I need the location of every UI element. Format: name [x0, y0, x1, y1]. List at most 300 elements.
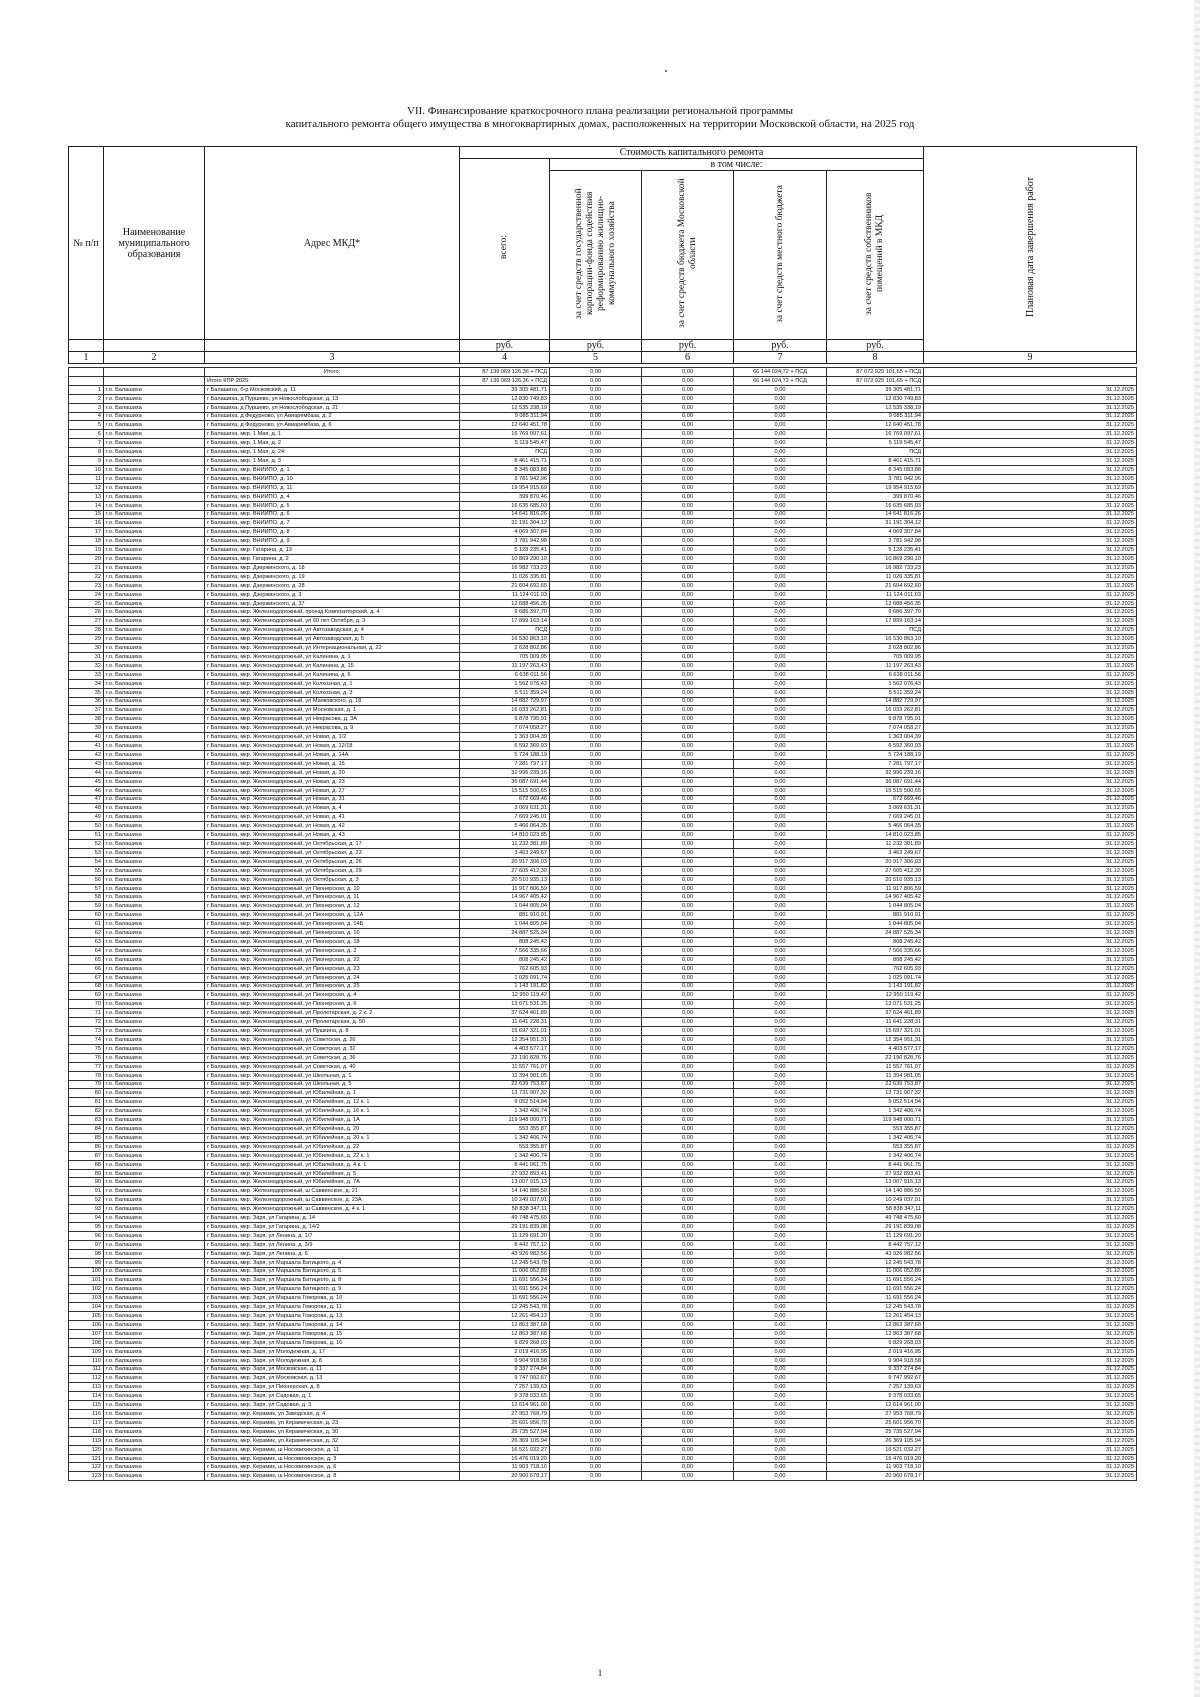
- table-row: [69, 1436, 1137, 1445]
- row-total: 14 140 886,50: [460, 1187, 550, 1196]
- row-region: 0,00: [642, 1463, 734, 1472]
- row-address: г Балашиха, мкр. Заря, ул Московская, д. 11: [205, 1365, 460, 1374]
- row-region: 0,00: [642, 430, 734, 439]
- row-total: 39 305 481,71: [460, 385, 550, 394]
- table-row: [69, 644, 1137, 653]
- row-total: 20 960 678,17: [460, 1472, 550, 1481]
- row-total: 27 953 768,79: [460, 1410, 550, 1419]
- row-address: г Балашиха, мкр. Железнодорожный, ул Юбилейная, д. 5: [205, 1169, 460, 1178]
- row-region: 0,00: [642, 1401, 734, 1410]
- row-municipality: г.о. Балашиха: [104, 394, 205, 403]
- row-owners: 1 025 091,74: [827, 973, 924, 982]
- row-total: 31 191 304,12: [460, 519, 550, 528]
- row-fund: 0,00: [550, 1178, 642, 1187]
- row-municipality: г.о. Балашиха: [104, 608, 205, 617]
- row-address: г Балашиха, мкр. ВНИИПО, д. 9: [205, 537, 460, 546]
- row-fund: 0,00: [550, 750, 642, 759]
- row-region: 0,00: [642, 1133, 734, 1142]
- row-fund: 0,00: [550, 777, 642, 786]
- row-address: г Балашиха, мкр. Железнодорожный, ул Юбилейная, д. 20: [205, 1125, 460, 1134]
- row-date: 31.12.2025: [924, 742, 1137, 751]
- row-number: 62: [69, 929, 104, 938]
- row-date: 31.12.2025: [924, 768, 1137, 777]
- row-municipality: г.о. Балашиха: [104, 474, 205, 483]
- row-fund: 0,00: [550, 1267, 642, 1276]
- row-date: 31.12.2025: [924, 1107, 1137, 1116]
- table-row: [69, 1053, 1137, 1062]
- row-fund: 0,00: [550, 1338, 642, 1347]
- row-local: 0,00: [734, 955, 827, 964]
- row-date: 31.12.2025: [924, 777, 1137, 786]
- row-municipality: г.о. Балашиха: [104, 1454, 205, 1463]
- row-date: 31.12.2025: [924, 955, 1137, 964]
- row-number: 47: [69, 795, 104, 804]
- row-owners: 5 466 064,35: [827, 822, 924, 831]
- row-total: 762 605,93: [460, 964, 550, 973]
- row-owners: 1 342 406,74: [827, 1133, 924, 1142]
- row-fund: 0,00: [550, 822, 642, 831]
- row-number: 123: [69, 1472, 104, 1481]
- table-row: [69, 1463, 1137, 1472]
- row-municipality: г.о. Балашиха: [104, 706, 205, 715]
- row-date: 31.12.2025: [924, 1338, 1137, 1347]
- row-number: 102: [69, 1285, 104, 1294]
- row-region: 0,00: [642, 1329, 734, 1338]
- row-owners: 5 724 188,19: [827, 750, 924, 759]
- row-total: 2 628 802,86: [460, 644, 550, 653]
- row-date: 31.12.2025: [924, 501, 1137, 510]
- row-total: 14 967 405,42: [460, 893, 550, 902]
- row-date: 31.12.2025: [924, 938, 1137, 947]
- row-date: 31.12.2025: [924, 1436, 1137, 1445]
- row-date: 31.12.2025: [924, 555, 1137, 564]
- row-total: 11 917 806,59: [460, 884, 550, 893]
- row-total: 10 869 290,10: [460, 555, 550, 564]
- row-municipality: г.о. Балашиха: [104, 822, 205, 831]
- table-row: [69, 1062, 1137, 1071]
- row-number: 92: [69, 1196, 104, 1205]
- row-fund: 0,00: [550, 501, 642, 510]
- row-municipality: г.о. Балашиха: [104, 1418, 205, 1427]
- row-municipality: г.о. Балашиха: [104, 626, 205, 635]
- row-owners: 11 691 556,24: [827, 1285, 924, 1294]
- row-local: 0,00: [734, 457, 827, 466]
- row-date: 31.12.2025: [924, 439, 1137, 448]
- row-total: 705 009,95: [460, 653, 550, 662]
- row-local: 0,00: [734, 929, 827, 938]
- row-total: 24 887 525,34: [460, 929, 550, 938]
- row-total: 1 342 406,74: [460, 1133, 550, 1142]
- row-local: 0,00: [734, 688, 827, 697]
- row-fund: 0,00: [550, 1383, 642, 1392]
- page-number: 1: [597, 1668, 603, 1678]
- row-address: г Балашиха, мкр. Железнодорожный, ул Пионерская, д. 6: [205, 1000, 460, 1009]
- row-total: 12 950 119,42: [460, 991, 550, 1000]
- row-address: г Балашиха, мкр. ВНИИПО, д. 6: [205, 510, 460, 519]
- row-address: г Балашиха, мкр. Железнодорожный, ул Школьная, д. 5: [205, 1080, 460, 1089]
- row-owners: 12 245 543,78: [827, 1258, 924, 1267]
- row-owners: 39 305 481,71: [827, 385, 924, 394]
- row-municipality: г.о. Балашиха: [104, 946, 205, 955]
- row-address: г Балашиха, мкр. Заря, ул Садовая, д. 1: [205, 1392, 460, 1401]
- row-owners: 7 669 245,01: [827, 813, 924, 822]
- row-local: 0,00: [734, 572, 827, 581]
- row-total: 12 245 543,78: [460, 1303, 550, 1312]
- row-date: 31.12.2025: [924, 1267, 1137, 1276]
- table-row: [69, 911, 1137, 920]
- table-row: [69, 1338, 1137, 1347]
- row-owners: 2 628 802,86: [827, 644, 924, 653]
- row-region: 0,00: [642, 875, 734, 884]
- row-region: 0,00: [642, 590, 734, 599]
- row-total: 9 829 268,03: [460, 1338, 550, 1347]
- table-row: [69, 421, 1137, 430]
- row-fund: 0,00: [550, 1276, 642, 1285]
- row-owners: 17 899 163,14: [827, 617, 924, 626]
- row-municipality: г.о. Балашиха: [104, 938, 205, 947]
- table-row: [69, 964, 1137, 973]
- table-row: [69, 795, 1137, 804]
- row-date: 31.12.2025: [924, 1410, 1137, 1419]
- row-local: 0,00: [734, 715, 827, 724]
- row-date: 31.12.2025: [924, 715, 1137, 724]
- row-date: 31.12.2025: [924, 857, 1137, 866]
- row-address: г Балашиха, мкр. 1 Мая, д. 24: [205, 448, 460, 457]
- row-date: 31.12.2025: [924, 421, 1137, 430]
- table-row: [69, 866, 1137, 875]
- row-local: 0,00: [734, 492, 827, 501]
- row-number: 38: [69, 715, 104, 724]
- row-date: 31.12.2025: [924, 733, 1137, 742]
- row-number: 80: [69, 1089, 104, 1098]
- row-total: 119 948 000,71: [460, 1116, 550, 1125]
- row-region: 0,00: [642, 1338, 734, 1347]
- row-owners: 3 781 942,96: [827, 474, 924, 483]
- row-number: 76: [69, 1053, 104, 1062]
- row-fund: 0,00: [550, 795, 642, 804]
- row-fund: 0,00: [550, 1312, 642, 1321]
- summary-owners: 87 072 925 101,65 + ПСД: [827, 368, 924, 377]
- row-local: 0,00: [734, 1374, 827, 1383]
- summary-row: [69, 376, 1137, 385]
- row-fund: 0,00: [550, 1392, 642, 1401]
- row-date: 31.12.2025: [924, 1276, 1137, 1285]
- table-row: [69, 590, 1137, 599]
- row-fund: 0,00: [550, 786, 642, 795]
- row-municipality: г.о. Балашиха: [104, 884, 205, 893]
- row-local: 0,00: [734, 1116, 827, 1125]
- table-row: [69, 759, 1137, 768]
- row-municipality: г.о. Балашиха: [104, 644, 205, 653]
- row-region: 0,00: [642, 644, 734, 653]
- row-local: 0,00: [734, 1214, 827, 1223]
- row-owners: 43 926 982,56: [827, 1249, 924, 1258]
- row-local: 0,00: [734, 991, 827, 1000]
- row-owners: 11 903 718,10: [827, 1463, 924, 1472]
- row-number: 74: [69, 1035, 104, 1044]
- row-fund: 0,00: [550, 1285, 642, 1294]
- row-region: 0,00: [642, 1035, 734, 1044]
- row-fund: 0,00: [550, 1000, 642, 1009]
- row-date: 31.12.2025: [924, 465, 1137, 474]
- row-local: 0,00: [734, 1276, 827, 1285]
- row-number: 81: [69, 1098, 104, 1107]
- row-total: 11 691 556,24: [460, 1285, 550, 1294]
- row-fund: 0,00: [550, 902, 642, 911]
- header-cost-group: Стоимость капитального ремонта: [460, 147, 924, 159]
- row-region: 0,00: [642, 403, 734, 412]
- summary-fund: 0,00: [550, 368, 642, 377]
- row-date: 31.12.2025: [924, 1427, 1137, 1436]
- row-region: 0,00: [642, 1427, 734, 1436]
- row-fund: 0,00: [550, 875, 642, 884]
- row-local: 0,00: [734, 1098, 827, 1107]
- row-total: 4 069 307,84: [460, 528, 550, 537]
- table-row: [69, 1000, 1137, 1009]
- table-row: [69, 1018, 1137, 1027]
- row-fund: 0,00: [550, 688, 642, 697]
- row-address: г Балашиха, мкр. Заря, ул Маршала Батицкого, д. 8: [205, 1276, 460, 1285]
- row-number: 28: [69, 626, 104, 635]
- row-municipality: г.о. Балашиха: [104, 635, 205, 644]
- table-row: [69, 1285, 1137, 1294]
- row-owners: 11 394 981,05: [827, 1071, 924, 1080]
- row-address: г Балашиха, мкр. Железнодорожный, ул Колхозная, д. 1: [205, 679, 460, 688]
- row-date: 31.12.2025: [924, 1249, 1137, 1258]
- row-number: 46: [69, 786, 104, 795]
- row-total: 8 345 083,88: [460, 465, 550, 474]
- row-number: 32: [69, 661, 104, 670]
- row-owners: 1 562 076,43: [827, 679, 924, 688]
- row-local: 0,00: [734, 465, 827, 474]
- row-address: г Балашиха, мкр. Железнодорожный, ул Пролетарская, д. 50: [205, 1018, 460, 1027]
- row-address: г Балашиха, мкр. ВНИИПО, д. 4: [205, 492, 460, 501]
- table-row: [69, 982, 1137, 991]
- row-address: г Балашиха, мкр. Железнодорожный, ул Юбилейная, д. 22: [205, 1142, 460, 1151]
- row-municipality: г.о. Балашиха: [104, 1401, 205, 1410]
- row-address: г Балашиха, мкр. Железнодорожный, ул Юбилейная, д. 16 к. 1: [205, 1107, 460, 1116]
- row-owners: 11 641 228,31: [827, 1018, 924, 1027]
- row-local: 0,00: [734, 653, 827, 662]
- col-number-2: 2: [104, 352, 205, 364]
- row-date: 31.12.2025: [924, 653, 1137, 662]
- row-fund: 0,00: [550, 866, 642, 875]
- row-fund: 0,00: [550, 465, 642, 474]
- table-row: [69, 875, 1137, 884]
- row-region: 0,00: [642, 1231, 734, 1240]
- row-region: 0,00: [642, 750, 734, 759]
- row-region: 0,00: [642, 519, 734, 528]
- row-total: 17 899 163,14: [460, 617, 550, 626]
- row-date: 31.12.2025: [924, 1418, 1137, 1427]
- row-region: 0,00: [642, 653, 734, 662]
- table-row: [69, 661, 1137, 670]
- row-address: г Балашиха, мкр. Железнодорожный, ул Советская, д. 40: [205, 1062, 460, 1071]
- row-region: 0,00: [642, 911, 734, 920]
- row-region: 0,00: [642, 1320, 734, 1329]
- table-row: [69, 1320, 1137, 1329]
- row-local: 0,00: [734, 1240, 827, 1249]
- row-number: 52: [69, 840, 104, 849]
- row-owners: 3 781 942,98: [827, 537, 924, 546]
- row-owners: 12 261 454,13: [827, 1312, 924, 1321]
- row-total: 2 019 416,95: [460, 1347, 550, 1356]
- row-owners: 808 245,42: [827, 955, 924, 964]
- row-local: 0,00: [734, 813, 827, 822]
- row-local: 0,00: [734, 1267, 827, 1276]
- row-local: 0,00: [734, 1285, 827, 1294]
- row-date: 31.12.2025: [924, 1133, 1137, 1142]
- row-local: 0,00: [734, 563, 827, 572]
- row-number: 36: [69, 697, 104, 706]
- table-row: [69, 1249, 1137, 1258]
- col-number-1: 1: [69, 352, 104, 364]
- row-number: 93: [69, 1205, 104, 1214]
- row-total: 553 355,87: [460, 1125, 550, 1134]
- row-region: 0,00: [642, 563, 734, 572]
- row-municipality: г.о. Балашиха: [104, 1276, 205, 1285]
- row-total: 12 614 961,00: [460, 1401, 550, 1410]
- row-region: 0,00: [642, 465, 734, 474]
- row-owners: 19 954 915,69: [827, 483, 924, 492]
- row-local: 0,00: [734, 1196, 827, 1205]
- row-fund: 0,00: [550, 1107, 642, 1116]
- row-address: г Балашиха, мкр. ВНИИПО, д. 7: [205, 519, 460, 528]
- table-row: [69, 786, 1137, 795]
- row-address: г Балашиха, мкр. Гагарина, д. 13: [205, 546, 460, 555]
- row-fund: 0,00: [550, 439, 642, 448]
- row-owners: 7 281 797,17: [827, 759, 924, 768]
- row-local: 0,00: [734, 911, 827, 920]
- row-owners: 762 605,93: [827, 964, 924, 973]
- row-address: г Балашиха, мкр. Железнодорожный, ул Советская, д. 26: [205, 1035, 460, 1044]
- row-date: 31.12.2025: [924, 750, 1137, 759]
- row-municipality: г.о. Балашиха: [104, 653, 205, 662]
- row-owners: 1 143 191,82: [827, 982, 924, 991]
- row-region: 0,00: [642, 501, 734, 510]
- row-address: г Балашиха, мкр. Заря, ул Маршала Батицкого, д. 4: [205, 1258, 460, 1267]
- row-number: 19: [69, 546, 104, 555]
- row-region: 0,00: [642, 510, 734, 519]
- row-municipality: г.о. Балашиха: [104, 1320, 205, 1329]
- row-total: 9 904 918,58: [460, 1356, 550, 1365]
- row-address: г Балашиха, мкр. Железнодорожный, ул Юбилейная, д. 1: [205, 1089, 460, 1098]
- row-region: 0,00: [642, 866, 734, 875]
- row-owners: 49 748 475,60: [827, 1214, 924, 1223]
- row-date: 31.12.2025: [924, 706, 1137, 715]
- row-number: 60: [69, 911, 104, 920]
- row-address: г Балашиха, мкр. Заря, ул Маршала Говорова, д. 14: [205, 1320, 460, 1329]
- row-municipality: г.о. Балашиха: [104, 902, 205, 911]
- row-owners: 11 691 556,24: [827, 1276, 924, 1285]
- row-owners: 58 838 347,11: [827, 1205, 924, 1214]
- table-row: [69, 1356, 1137, 1365]
- row-fund: 0,00: [550, 715, 642, 724]
- row-number: 79: [69, 1080, 104, 1089]
- row-fund: 0,00: [550, 1035, 642, 1044]
- row-region: 0,00: [642, 492, 734, 501]
- row-date: 31.12.2025: [924, 1285, 1137, 1294]
- row-owners: 29 191 839,08: [827, 1223, 924, 1232]
- summary-label: Итого:: [205, 368, 460, 377]
- row-date: 31.12.2025: [924, 385, 1137, 394]
- row-date: 31.12.2025: [924, 1196, 1137, 1205]
- row-address: г Балашиха, мкр. Заря, ул Маршала Говорова, д. 11: [205, 1303, 460, 1312]
- row-address: г Балашиха, мкр. Керамик, ш Носовихинское, д. 8: [205, 1472, 460, 1481]
- row-total: 881 910,91: [460, 911, 550, 920]
- row-owners: 11 232 381,89: [827, 840, 924, 849]
- table-row: [69, 848, 1137, 857]
- row-date: 31.12.2025: [924, 1463, 1137, 1472]
- row-fund: 0,00: [550, 893, 642, 902]
- row-local: 0,00: [734, 1427, 827, 1436]
- row-municipality: г.о. Балашиха: [104, 590, 205, 599]
- row-number: 67: [69, 973, 104, 982]
- header-region: за счет средств бюджета Московской области: [642, 171, 734, 340]
- row-local: 0,00: [734, 1436, 827, 1445]
- row-date: 31.12.2025: [924, 822, 1137, 831]
- summary-fund: 0,00: [550, 376, 642, 385]
- row-address: г Балашиха, мкр. ВНИИПО, д. 5: [205, 501, 460, 510]
- row-date: 31.12.2025: [924, 688, 1137, 697]
- row-municipality: г.о. Балашиха: [104, 1178, 205, 1187]
- row-number: 50: [69, 822, 104, 831]
- row-address: г Балашиха, мкр. Железнодорожный, ул Октябрьская, д. 26: [205, 857, 460, 866]
- row-local: 0,00: [734, 1071, 827, 1080]
- row-municipality: г.о. Балашиха: [104, 1356, 205, 1365]
- table-row: [69, 385, 1137, 394]
- table-row: [69, 929, 1137, 938]
- col-number-3: 3: [205, 352, 460, 364]
- row-number: 72: [69, 1018, 104, 1027]
- row-municipality: г.о. Балашиха: [104, 840, 205, 849]
- table-row: [69, 1080, 1137, 1089]
- row-region: 0,00: [642, 1347, 734, 1356]
- summary-empty: [104, 376, 205, 385]
- row-total: 49 748 475,60: [460, 1214, 550, 1223]
- row-date: 31.12.2025: [924, 430, 1137, 439]
- row-fund: 0,00: [550, 519, 642, 528]
- row-date: 31.12.2025: [924, 448, 1137, 457]
- table-row: [69, 1418, 1137, 1427]
- row-municipality: г.о. Балашиха: [104, 439, 205, 448]
- row-owners: 1 363 004,39: [827, 733, 924, 742]
- row-municipality: г.о. Балашиха: [104, 973, 205, 982]
- row-total: 11 691 556,24: [460, 1276, 550, 1285]
- row-owners: 11 557 761,07: [827, 1062, 924, 1071]
- row-owners: 22 639 753,87: [827, 1080, 924, 1089]
- row-date: 31.12.2025: [924, 1018, 1137, 1027]
- row-municipality: г.о. Балашиха: [104, 1196, 205, 1205]
- row-local: 0,00: [734, 635, 827, 644]
- row-local: 0,00: [734, 421, 827, 430]
- row-region: 0,00: [642, 670, 734, 679]
- row-address: г Балашиха, мкр. Заря, ул Ленина, д. 1/7: [205, 1231, 460, 1240]
- table-row: [69, 1071, 1137, 1080]
- row-local: 0,00: [734, 759, 827, 768]
- row-address: г Балашиха, мкр. Железнодорожный, ул Пушкина, д. 8: [205, 1027, 460, 1036]
- row-region: 0,00: [642, 608, 734, 617]
- row-total: 12 535 338,19: [460, 403, 550, 412]
- row-total: ПСД: [460, 626, 550, 635]
- row-owners: 12 830 749,83: [827, 394, 924, 403]
- row-region: 0,00: [642, 546, 734, 555]
- row-total: 9 337 274,84: [460, 1365, 550, 1374]
- row-owners: 10 869 290,10: [827, 555, 924, 564]
- row-number: 51: [69, 831, 104, 840]
- row-local: 0,00: [734, 403, 827, 412]
- row-region: 0,00: [642, 448, 734, 457]
